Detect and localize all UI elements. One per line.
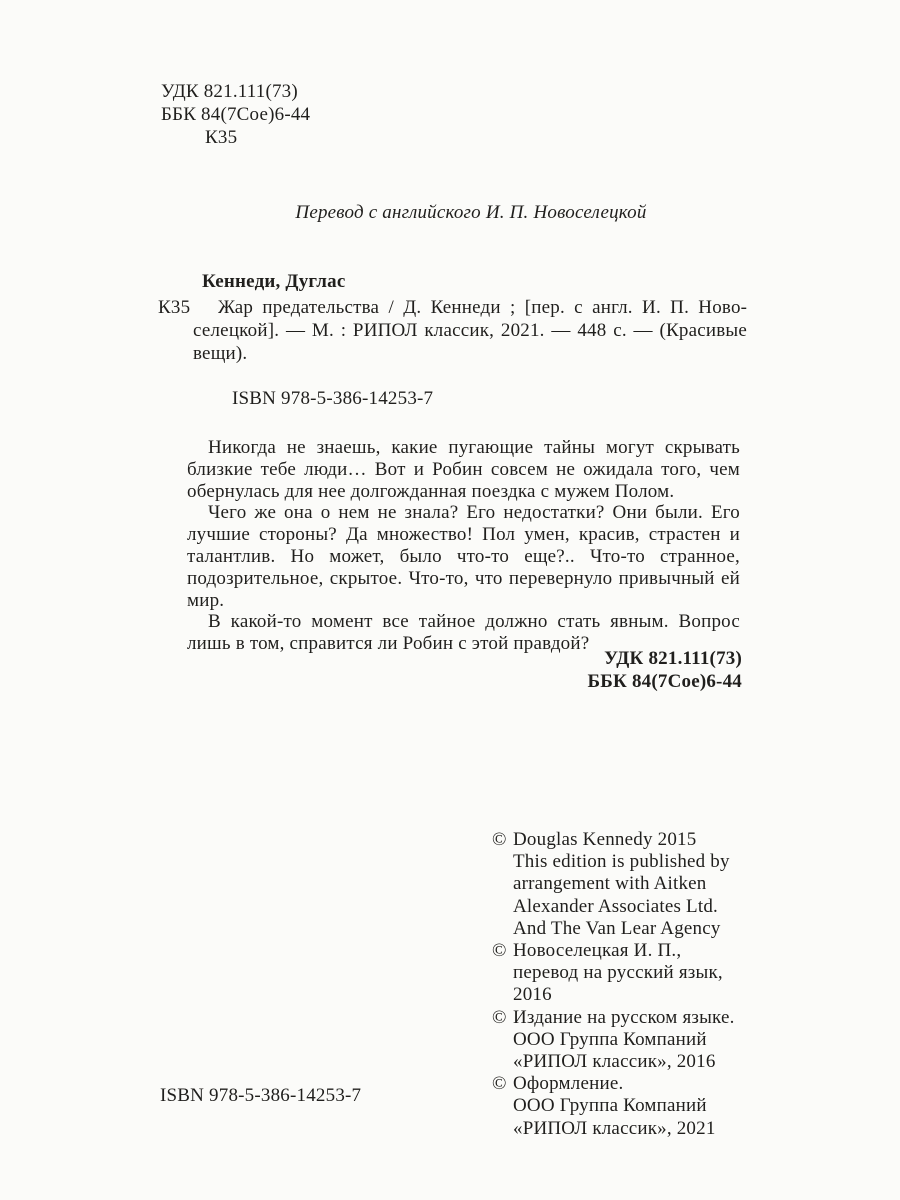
catalog-author-code: К35 [158,297,191,318]
copyright-entry [492,940,750,1007]
annotation-paragraph-3: В какой-то момент все тайное должно стать явным. Вопрос лишь в том, справится ли Робин с этой правдой? [187,611,740,655]
copyright-line: ООО Группа Компаний «РИПОЛ классик», 2021 [513,1095,716,1139]
annotation-block [187,437,740,655]
copyright-symbol: © [492,940,507,962]
copyright-line: Оформление. [513,1073,624,1095]
copyright-line: This edition is published by arrangement with Aitken Alexander Associates Ltd. And The Van Lear Agency [513,851,730,939]
copyright-entry [492,1073,750,1140]
copyright-symbol: © [492,829,507,850]
copyright-entry [492,829,750,940]
annotation-paragraph-1: Никогда не знаешь, какие пугающие тайны могут скрывать близкие тебе люди… Вот и Робин совсем не ожидала того, чем обернулась для нее долгожданная поездка с мужем Полом. [187,437,740,502]
top-codes-block [161,80,310,149]
catalog-entry [158,296,747,365]
copyright-entry [492,1007,750,1074]
bottom-codes-block [442,647,742,693]
copyright-line: ООО Группа Компаний «РИПОЛ классик», 2016 [513,1028,716,1073]
copyright-line: Новоселецкая И. П., перевод на русский язык, 2016 [513,940,723,1006]
copyright-block [492,829,750,1140]
udk-code-top: УДК 821.111(73) [161,81,298,102]
catalog-card [158,270,747,365]
isbn-bottom: ISBN 978-5-386-14253-7 [160,1085,362,1106]
copyright-symbol: © [492,1006,507,1028]
copyright-line: Издание на русском языке. [513,1006,735,1028]
copyright-line: Douglas Kennedy 2015 [513,829,697,850]
udk-code-bottom: УДК 821.111(73) [604,648,742,669]
isbn-top: ISBN 978-5-386-14253-7 [232,388,434,409]
copyright-symbol: © [492,1073,507,1095]
catalog-author: Кеннеди, Дуглас [202,271,346,292]
annotation-paragraph-2: Чего же она о нем не знала? Его недостатки? Они были. Его лучшие стороны? Да множество! Пол умен, красив, страстен и талантлив. Но может, было что-то еще?.. Что-то странное, подозрительное, скрытое. Что-то, что перевернуло привычный ей мир. [187,502,740,611]
catalog-description: Жар предательства / Д. Кеннеди ; [пер. с англ. И. П. Новоселецкой]. — М. : РИПОЛ классик, 2021. — 448 с. — (Красивые вещи). [193,297,747,364]
bbk-code-top: ББК 84(7Сое)6-44 [161,104,311,125]
translator-credit: Перевод с английского И. П. Новоселецкой [295,202,647,223]
author-code-top: К35 [205,127,238,148]
bbk-code-bottom: ББК 84(7Сое)6-44 [587,671,742,692]
